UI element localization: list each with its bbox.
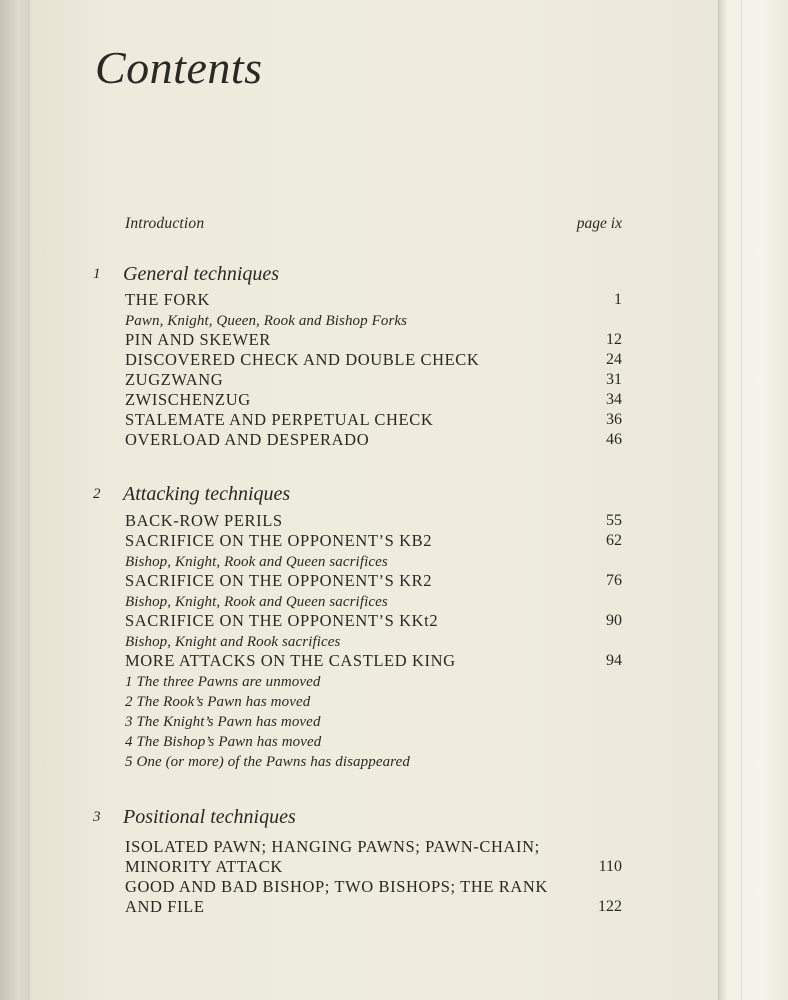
toc-entry-title: GOOD AND BAD BISHOP; TWO BISHOPS; THE RANK (125, 877, 548, 896)
toc-entry-title: STALEMATE AND PERPETUAL CHECK (125, 410, 434, 429)
toc-entry (125, 897, 622, 917)
toc-entry-page: 90 (606, 612, 622, 629)
toc-subentry (125, 632, 622, 652)
toc-subentry (125, 732, 622, 752)
toc-entry-title: BACK-ROW PERILS (125, 511, 283, 530)
toc-subentry (125, 752, 622, 772)
page-title: Contents (95, 42, 263, 93)
toc-subentry-title: Bishop, Knight and Rook sacrifices (125, 634, 341, 650)
toc-subentry (125, 692, 622, 712)
toc-introduction (125, 214, 622, 234)
toc-entry (125, 350, 622, 370)
toc-entry-page: 46 (606, 431, 622, 448)
toc-entry-title: SACRIFICE ON THE OPPONENT’S KR2 (125, 571, 433, 590)
toc-entry (125, 837, 622, 857)
toc-subentry-title: 3 The Knight’s Pawn has moved (125, 714, 321, 730)
toc-subentry-title: 5 One (or more) of the Pawns has disappeared (125, 754, 410, 770)
toc-entry-page: 55 (606, 512, 622, 529)
toc-entry-page: 62 (606, 532, 622, 549)
toc-entry-page: 36 (606, 411, 622, 428)
toc-entry-page: page ix (576, 215, 622, 232)
toc-entry-page: 122 (598, 898, 622, 915)
toc-entry-page: 31 (606, 371, 622, 388)
toc-entry (125, 877, 622, 897)
chapter-number: 3 (93, 809, 101, 825)
toc-entry-page: 34 (606, 391, 622, 408)
toc-entry-title: DISCOVERED CHECK AND DOUBLE CHECK (125, 350, 480, 369)
chapter-title: Positional techniques (123, 806, 296, 828)
toc-entry-title: ZWISCHENZUG (125, 390, 251, 409)
toc-entry-title: PIN AND SKEWER (125, 330, 271, 349)
toc-subentry (125, 712, 622, 732)
toc-entry (125, 390, 622, 410)
chapter-number: 1 (93, 266, 101, 282)
toc-entry-page: 24 (606, 351, 622, 368)
toc-subentry-title: Pawn, Knight, Queen, Rook and Bishop Forks (125, 313, 408, 329)
toc-entry (125, 290, 622, 310)
toc-entry-page: 12 (606, 331, 622, 348)
toc-entry-title: AND FILE (125, 897, 205, 916)
toc-entry-page: 76 (606, 572, 622, 589)
toc-entry (125, 531, 622, 551)
chapter-title: Attacking techniques (123, 483, 291, 505)
toc-subentry-title: 1 The three Pawns are unmoved (125, 674, 321, 690)
toc-subentry (125, 311, 622, 331)
toc-subentry (125, 592, 622, 612)
toc-entry (125, 330, 622, 350)
toc-entry (125, 611, 622, 631)
toc-entry (125, 430, 622, 450)
toc-entry-page: 1 (614, 291, 622, 308)
toc-entry-title: ISOLATED PAWN; HANGING PAWNS; PAWN-CHAIN; (125, 837, 540, 856)
toc-subentry-title: 4 The Bishop’s Pawn has moved (125, 734, 322, 750)
toc-entry-title: OVERLOAD AND DESPERADO (125, 430, 370, 449)
toc-entry-title: Introduction (125, 215, 205, 232)
toc-entry (125, 857, 622, 877)
toc-entry-title: ZUGZWANG (125, 370, 224, 389)
toc-entry-title: MINORITY ATTACK (125, 857, 283, 876)
right-page-edge (718, 0, 788, 1000)
toc-entry-title: THE FORK (125, 290, 211, 309)
toc-entry (125, 370, 622, 390)
toc-subentry-title: Bishop, Knight, Rook and Queen sacrifices (125, 554, 388, 570)
toc-subentry (125, 672, 622, 692)
toc-entry (125, 511, 622, 531)
toc-entry (125, 651, 622, 671)
toc-entry-title: SACRIFICE ON THE OPPONENT’S KKt2 (125, 611, 439, 630)
toc-entry-page: 94 (606, 652, 622, 669)
toc-subentry-title: 2 The Rook’s Pawn has moved (125, 694, 311, 710)
toc-subentry-title: Bishop, Knight, Rook and Queen sacrifices (125, 594, 388, 610)
chapter-title: General techniques (123, 263, 280, 285)
toc-subentry (125, 552, 622, 572)
toc-entry (125, 410, 622, 430)
toc-entry (125, 571, 622, 591)
chapter-number: 2 (93, 486, 101, 502)
toc-entry-title: SACRIFICE ON THE OPPONENT’S KB2 (125, 531, 433, 550)
left-page-edge (0, 0, 34, 1000)
toc-entry-title: MORE ATTACKS ON THE CASTLED KING (125, 651, 456, 670)
toc-entry-page: 110 (598, 858, 622, 875)
